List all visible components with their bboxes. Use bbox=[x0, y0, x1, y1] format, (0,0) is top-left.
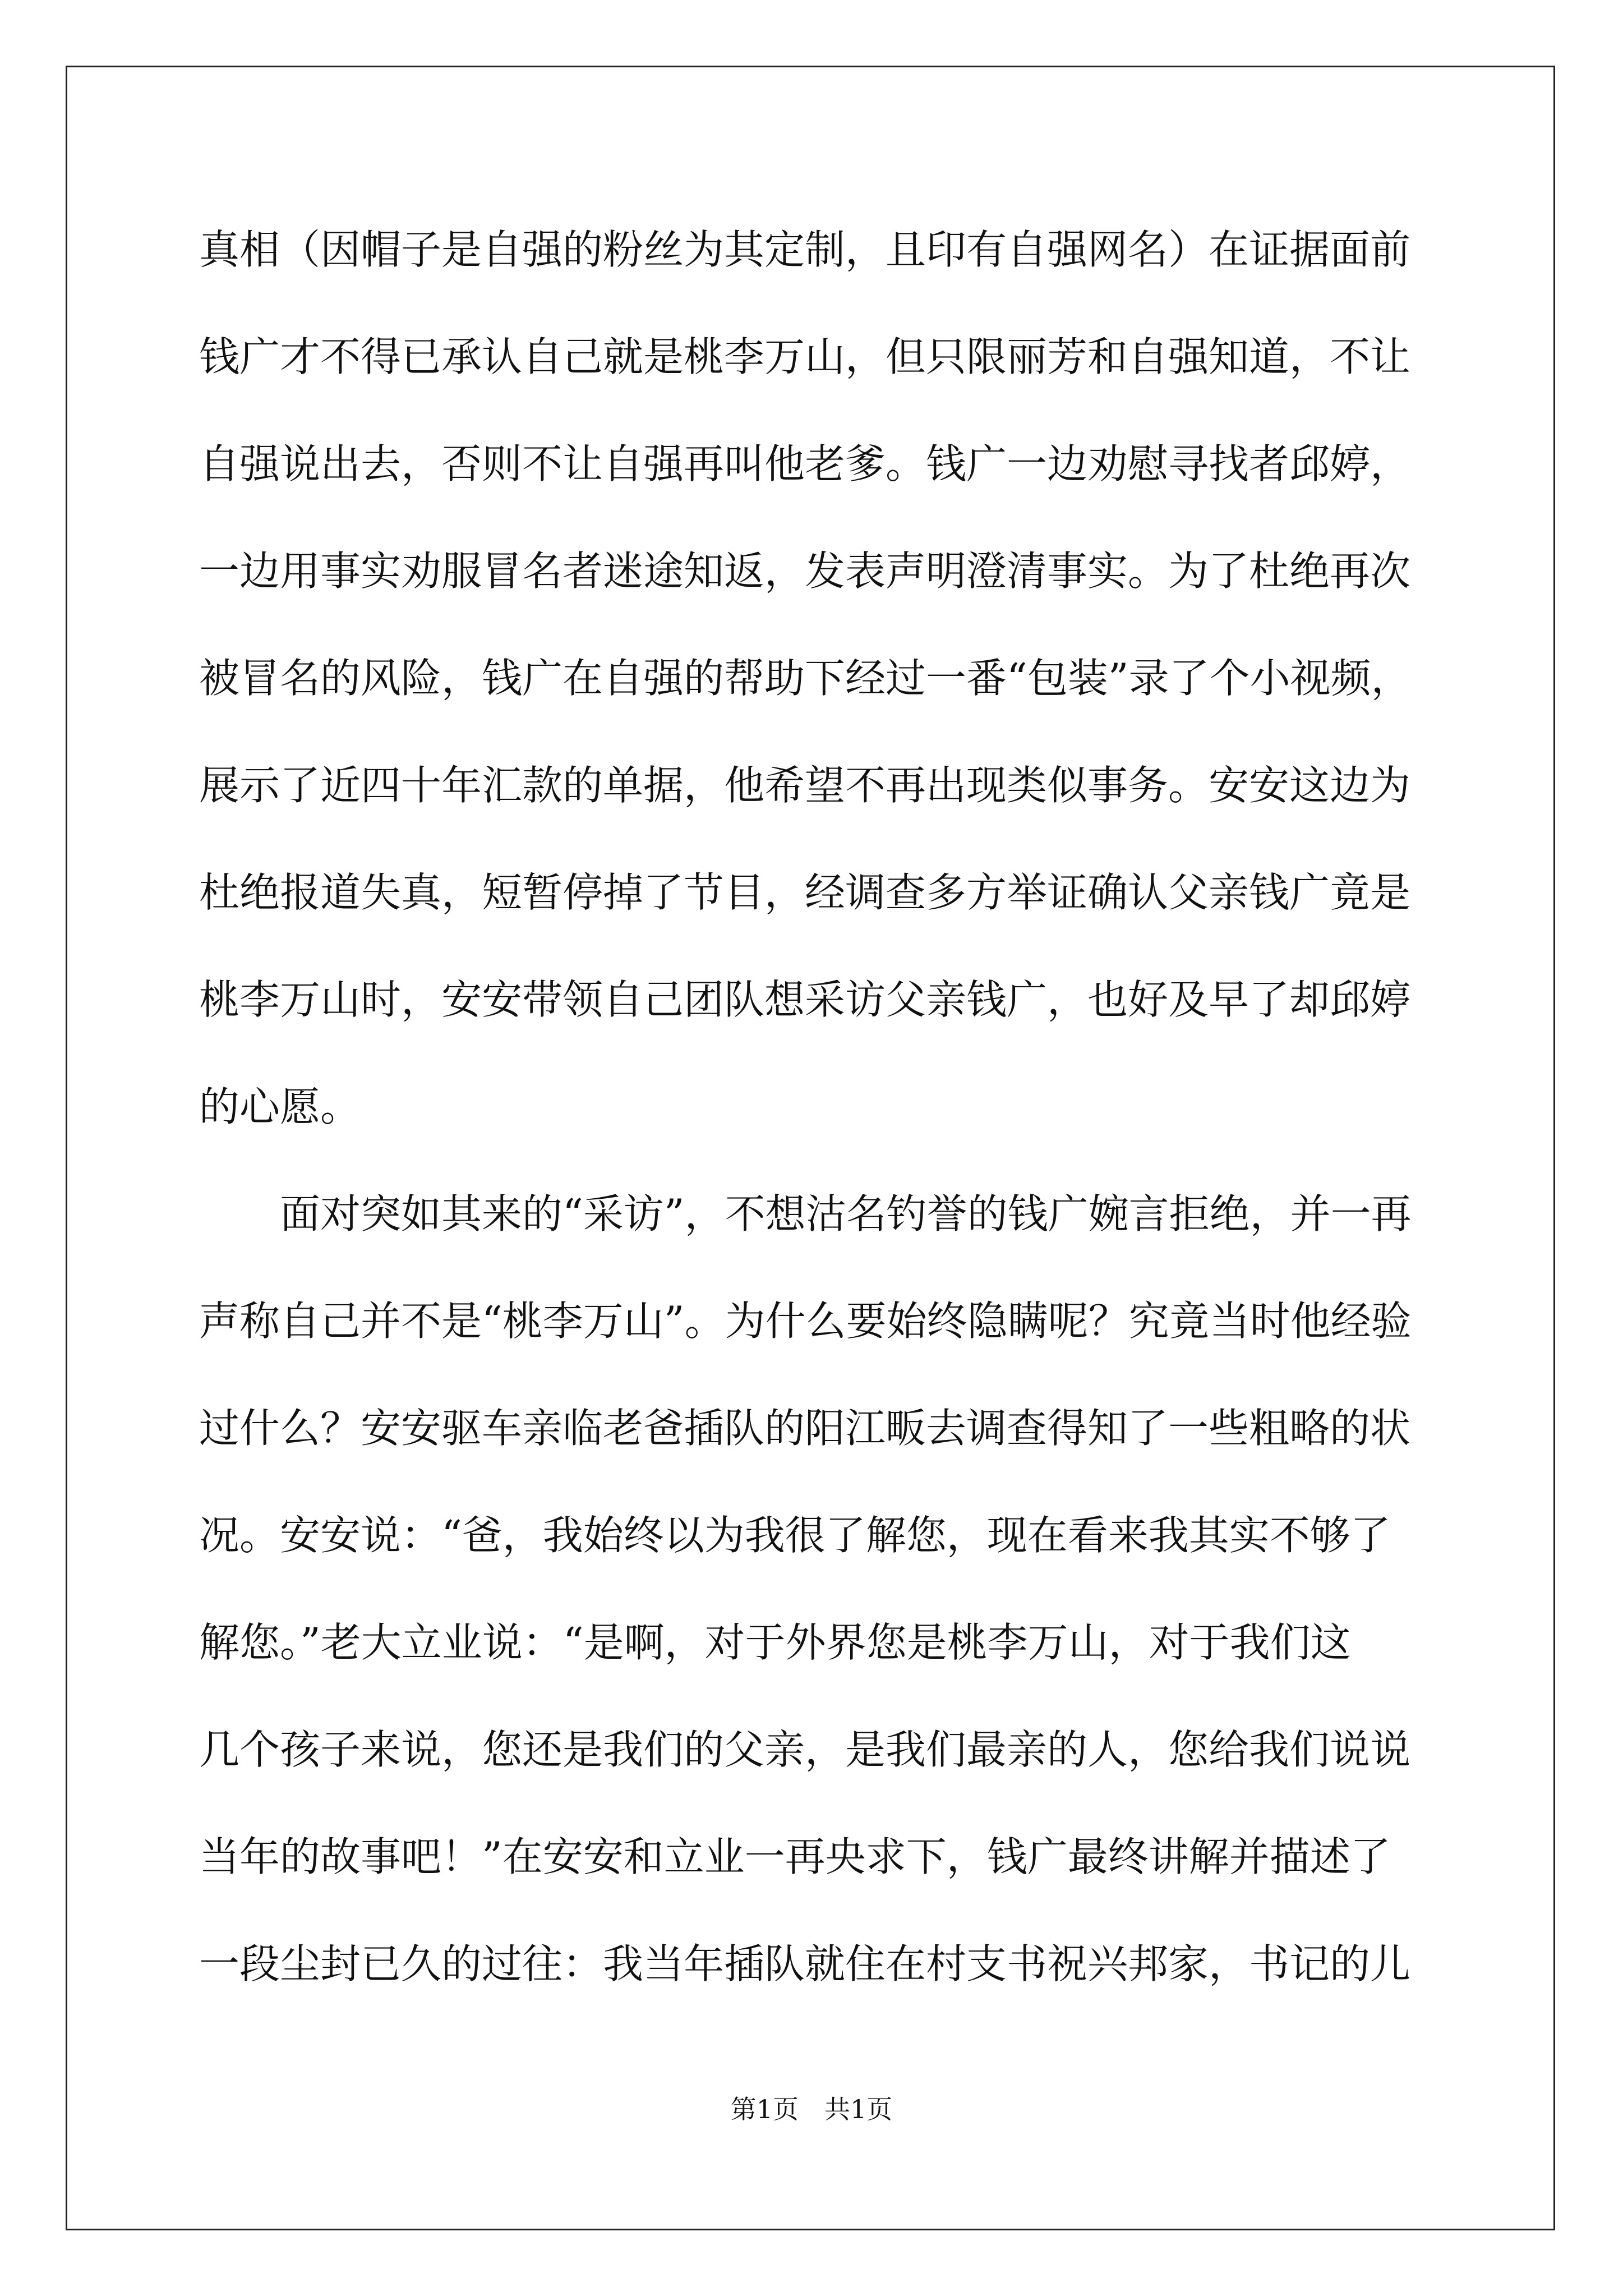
text-line: 被冒名的风险，钱广在自强的帮助下经过一番“包装”录了个小视频， bbox=[199, 655, 1412, 702]
text-line: 杜绝报道失真，短暂停掉了节目，经调查多方举证确认父亲钱广竟是 bbox=[199, 869, 1411, 916]
text-line: 面对突如其来的“采访”，不想沽名钓誉的钱广婉言拒绝，并一再 bbox=[199, 1190, 1412, 1237]
page-border bbox=[66, 66, 1555, 2230]
text-line: 解您。”老大立业说：“是啊，对于外界您是桃李万山，对于我们这 bbox=[199, 1619, 1351, 1666]
text-line: 桃李万山时，安安带领自己团队想采访父亲钱广，也好及早了却邱婷 bbox=[199, 976, 1411, 1023]
text-line: 过什么？安安驱车亲临老爸插队的阳江畈去调查得知了一些粗略的状 bbox=[199, 1405, 1411, 1452]
text-line: 真相（因帽子是自强的粉丝为其定制，且印有自强网名）在证据面前 bbox=[199, 226, 1411, 273]
text-line: 几个孩子来说，您还是我们的父亲，是我们最亲的人，您给我们说说 bbox=[199, 1726, 1411, 1773]
text-line: 当年的故事吧！”在安安和立业一再央求下，钱广最终讲解并描述了 bbox=[199, 1833, 1391, 1880]
text-line: 声称自己并不是“桃李万山”。为什么要始终隐瞒呢？究竟当时他经验 bbox=[199, 1297, 1412, 1345]
text-line: 自强说出去，否则不让自强再叫他老爹。钱广一边劝慰寻找者邱婷， bbox=[199, 440, 1411, 487]
page-footer bbox=[0, 2092, 1623, 2126]
text-line: 一边用事实劝服冒名者迷途知返，发表声明澄清事实。为了杜绝再次 bbox=[199, 547, 1411, 595]
text-line: 一段尘封已久的过往：我当年插队就住在村支书祝兴邦家，书记的儿 bbox=[199, 1940, 1411, 1987]
text-line: 况。安安说：“爸，我始终以为我很了解您，现在看来我其实不够了 bbox=[199, 1512, 1391, 1559]
text-line: 钱广才不得已承认自己就是桃李万山，但只限丽芳和自强知道，不让 bbox=[199, 333, 1411, 380]
text-line: 的心愿。 bbox=[199, 1083, 361, 1130]
page-total: 共1页 bbox=[824, 2094, 893, 2124]
page-number: 第1页 bbox=[730, 2094, 799, 2124]
text-line: 展示了近四十年汇款的单据，他希望不再出现类似事务。安安这边为 bbox=[199, 762, 1411, 809]
